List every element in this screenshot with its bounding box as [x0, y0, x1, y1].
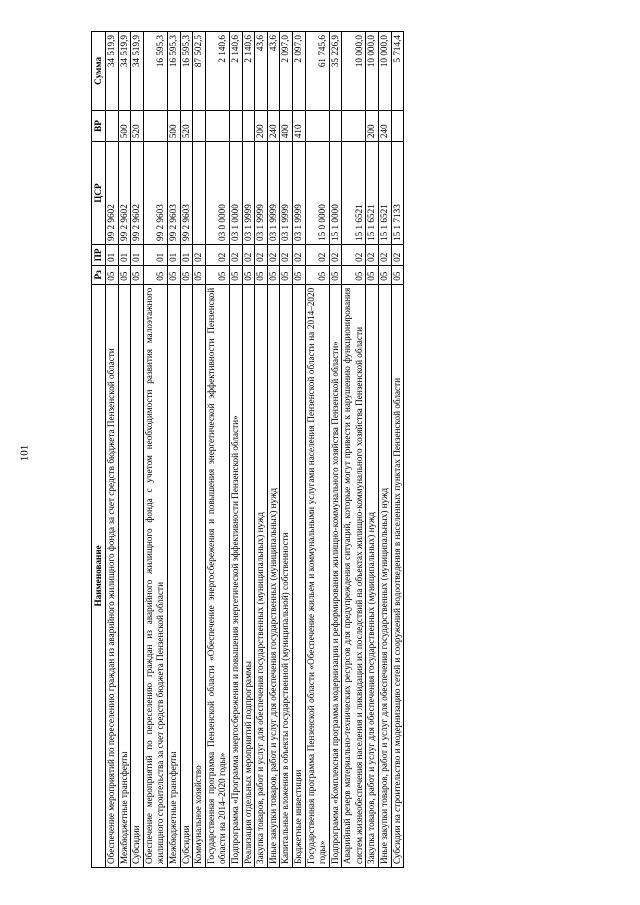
cell-sum: 2 097,0 [292, 32, 305, 111]
cell-rz: 05 [366, 265, 379, 284]
cell-vr: 240 [267, 110, 280, 141]
cell-name: Иные закупки товаров, работ и услуг для обеспечения государственных (муниципальных) нужд [267, 284, 280, 867]
cell-name: Коммунальное хозяйство [193, 284, 206, 867]
cell-pr: 02 [255, 244, 268, 265]
header-rz: Рз [92, 265, 106, 284]
cell-sum: 35 226,9 [329, 32, 342, 111]
cell-sum: 34 519,9 [131, 32, 144, 111]
cell-csr: 03 1 9999 [255, 142, 268, 245]
cell-sum: 43,6 [267, 32, 280, 111]
cell-vr: 200 [366, 110, 379, 141]
cell-rz: 05 [143, 265, 167, 284]
cell-sum: 34 519,9 [106, 32, 119, 111]
cell-sum: 10 000,0 [366, 32, 379, 111]
cell-csr: 99 2 9602 [106, 142, 119, 245]
cell-csr: 03 0 0000 [205, 142, 229, 245]
cell-rz: 05 [180, 265, 193, 284]
cell-sum: 61 745,6 [305, 32, 329, 111]
cell-rz: 05 [305, 265, 329, 284]
cell-vr [193, 110, 206, 141]
cell-rz: 05 [205, 265, 229, 284]
cell-pr: 01 [180, 244, 193, 265]
cell-pr: 01 [106, 244, 119, 265]
table-row [180, 32, 193, 868]
cell-name: Субсидии на строительство и модернизацию сетей и сооружений водоотведения в населенных пунктах Пензенской области [391, 284, 404, 867]
table-row [193, 32, 206, 868]
table-row [131, 32, 144, 868]
cell-csr [193, 142, 206, 245]
cell-vr [391, 110, 404, 141]
cell-pr: 02 [379, 244, 392, 265]
cell-vr [329, 110, 342, 141]
cell-csr: 99 2 9603 [167, 142, 180, 245]
cell-rz: 05 [229, 265, 242, 284]
cell-pr: 02 [391, 244, 404, 265]
cell-sum: 10 000,0 [379, 32, 392, 111]
cell-vr: 520 [131, 110, 144, 141]
cell-vr [305, 110, 329, 141]
cell-name: Государственная программа Пензенской области «Обеспечение жильем и коммунальными услугами населения Пензенской области на 2014–2020 годы» [305, 284, 329, 867]
cell-sum: 16 595,3 [180, 32, 193, 111]
cell-name: Закупка товаров, работ и услуг для обеспечения государственных (муниципальных) нужд [366, 284, 379, 867]
cell-vr: 200 [255, 110, 268, 141]
cell-name: Межбюджетные трансферты [118, 284, 131, 867]
cell-vr [342, 110, 366, 141]
cell-csr: 15 1 6521 [366, 142, 379, 245]
cell-name: Аварийный резерв материально-технических ресурсов для предупреждения ситуаций, которые могут привести к нарушению функционирования систем жизнеобеспечения населения и ликвидации их последствий на объектах жилищно-коммунального хозяйства Пензенской области [342, 284, 366, 867]
header-csr: ЦСР [92, 142, 106, 245]
cell-vr [229, 110, 242, 141]
cell-csr: 03 1 9999 [292, 142, 305, 245]
cell-rz: 05 [167, 265, 180, 284]
cell-name: Обеспечение мероприятий по переселению граждан из аварийного жилищного фонда с учетом необходимости развития малоэтажного жилищного строительства за счет средств бюджета Пензенской области [143, 284, 167, 867]
header-sum: Сумма [92, 32, 106, 111]
cell-name: Обеспечение мероприятий по переселению граждан из аварийного жилищного фонда за счет средств бюджета Пензенской области [106, 284, 119, 867]
table-row [255, 32, 268, 868]
cell-vr: 410 [292, 110, 305, 141]
cell-csr: 03 1 0000 [229, 142, 242, 245]
cell-sum: 2 097,0 [280, 32, 293, 111]
cell-pr: 01 [131, 244, 144, 265]
cell-pr: 02 [229, 244, 242, 265]
cell-rz: 05 [329, 265, 342, 284]
cell-name: Подпрограмма «Программа энергосбережения и повышения энергетической эффективности Пензенской области» [229, 284, 242, 867]
cell-sum: 2 140,6 [205, 32, 229, 111]
cell-vr: 240 [379, 110, 392, 141]
cell-rz: 05 [255, 265, 268, 284]
rotated-page [88, 0, 633, 905]
cell-rz: 05 [118, 265, 131, 284]
table-row [106, 32, 119, 868]
cell-sum: 16 595,3 [167, 32, 180, 111]
cell-pr: 02 [342, 244, 366, 265]
cell-rz: 05 [131, 265, 144, 284]
cell-csr: 03 1 9999 [242, 142, 255, 245]
budget-table-wrapper [91, 31, 404, 868]
cell-name: Подпрограмма «Комплексная программа модернизации и реформирования жилищно-коммунального хозяйства Пензенской области» [329, 284, 342, 867]
cell-rz: 05 [292, 265, 305, 284]
cell-pr: 02 [193, 244, 206, 265]
table-row [118, 32, 131, 868]
table-row [342, 32, 366, 868]
table-header-row [92, 32, 106, 868]
cell-pr: 01 [143, 244, 167, 265]
table-row [329, 32, 342, 868]
cell-rz: 05 [379, 265, 392, 284]
cell-csr: 15 0 0000 [305, 142, 329, 245]
header-vr: ВР [92, 110, 106, 141]
cell-name: Субсидии [131, 284, 144, 867]
cell-sum: 5 714,4 [391, 32, 404, 111]
cell-csr: 15 1 0000 [329, 142, 342, 245]
cell-rz: 05 [391, 265, 404, 284]
cell-csr: 99 2 9603 [180, 142, 193, 245]
cell-sum: 34 519,9 [118, 32, 131, 111]
page-number: 101 [18, 444, 31, 462]
cell-pr: 01 [118, 244, 131, 265]
table-row [167, 32, 180, 868]
cell-csr: 15 1 6521 [342, 142, 366, 245]
cell-csr: 15 1 6521 [379, 142, 392, 245]
cell-vr: 500 [167, 110, 180, 141]
table-row [242, 32, 255, 868]
table-row [305, 32, 329, 868]
cell-pr: 02 [366, 244, 379, 265]
table-row [143, 32, 167, 868]
cell-pr: 02 [205, 244, 229, 265]
table-body [106, 32, 404, 868]
cell-vr [205, 110, 229, 141]
cell-name: Субсидии [180, 284, 193, 867]
cell-vr: 500 [118, 110, 131, 141]
cell-csr: 99 2 9603 [143, 142, 167, 245]
cell-vr: 520 [180, 110, 193, 141]
cell-rz: 05 [106, 265, 119, 284]
cell-sum: 43,6 [255, 32, 268, 111]
cell-sum: 10 000,0 [342, 32, 366, 111]
cell-csr: 99 2 9602 [118, 142, 131, 245]
table-row [292, 32, 305, 868]
table-row [205, 32, 229, 868]
cell-csr: 99 2 9602 [131, 142, 144, 245]
cell-rz: 05 [193, 265, 206, 284]
cell-vr [106, 110, 119, 141]
cell-rz: 05 [267, 265, 280, 284]
cell-pr: 02 [305, 244, 329, 265]
table-row [379, 32, 392, 868]
cell-pr: 02 [292, 244, 305, 265]
cell-csr: 15 1 7133 [391, 142, 404, 245]
cell-csr: 03 1 9999 [280, 142, 293, 245]
cell-name: Государственная программа Пензенской области «Обеспечение энергосбережения и повышения энергетической эффективности Пензенской области на 2014–2020 годы» [205, 284, 229, 867]
cell-vr [242, 110, 255, 141]
cell-name: Бюджетные инвестиции [292, 284, 305, 867]
table-row [366, 32, 379, 868]
table-row [267, 32, 280, 868]
cell-rz: 05 [342, 265, 366, 284]
cell-sum: 2 140,6 [242, 32, 255, 111]
header-pr: ПР [92, 244, 106, 265]
cell-pr: 02 [267, 244, 280, 265]
cell-pr: 02 [280, 244, 293, 265]
cell-vr [143, 110, 167, 141]
cell-rz: 05 [280, 265, 293, 284]
table-row [391, 32, 404, 868]
table-row [229, 32, 242, 868]
cell-sum: 87 502,5 [193, 32, 206, 111]
cell-name: Реализация отдельных мероприятий подпрограммы [242, 284, 255, 867]
table-row [280, 32, 293, 868]
cell-name: Закупка товаров, работ и услуг для обеспечения государственных (муниципальных) нужд [255, 284, 268, 867]
budget-table [91, 31, 404, 868]
cell-rz: 05 [242, 265, 255, 284]
cell-csr: 03 1 9999 [267, 142, 280, 245]
cell-name: Капитальные вложения в объекты государственной (муниципальной) собственности [280, 284, 293, 867]
cell-pr: 01 [167, 244, 180, 265]
cell-name: Межбюджетные трансферты [167, 284, 180, 867]
cell-sum: 16 595,3 [143, 32, 167, 111]
cell-sum: 2 140,6 [229, 32, 242, 111]
cell-pr: 02 [329, 244, 342, 265]
cell-name: Иные закупки товаров, работ и услуг для обеспечения государственных (муниципальных) нужд [379, 284, 392, 867]
header-name: Наименование [92, 284, 106, 867]
cell-pr: 02 [242, 244, 255, 265]
cell-vr: 400 [280, 110, 293, 141]
